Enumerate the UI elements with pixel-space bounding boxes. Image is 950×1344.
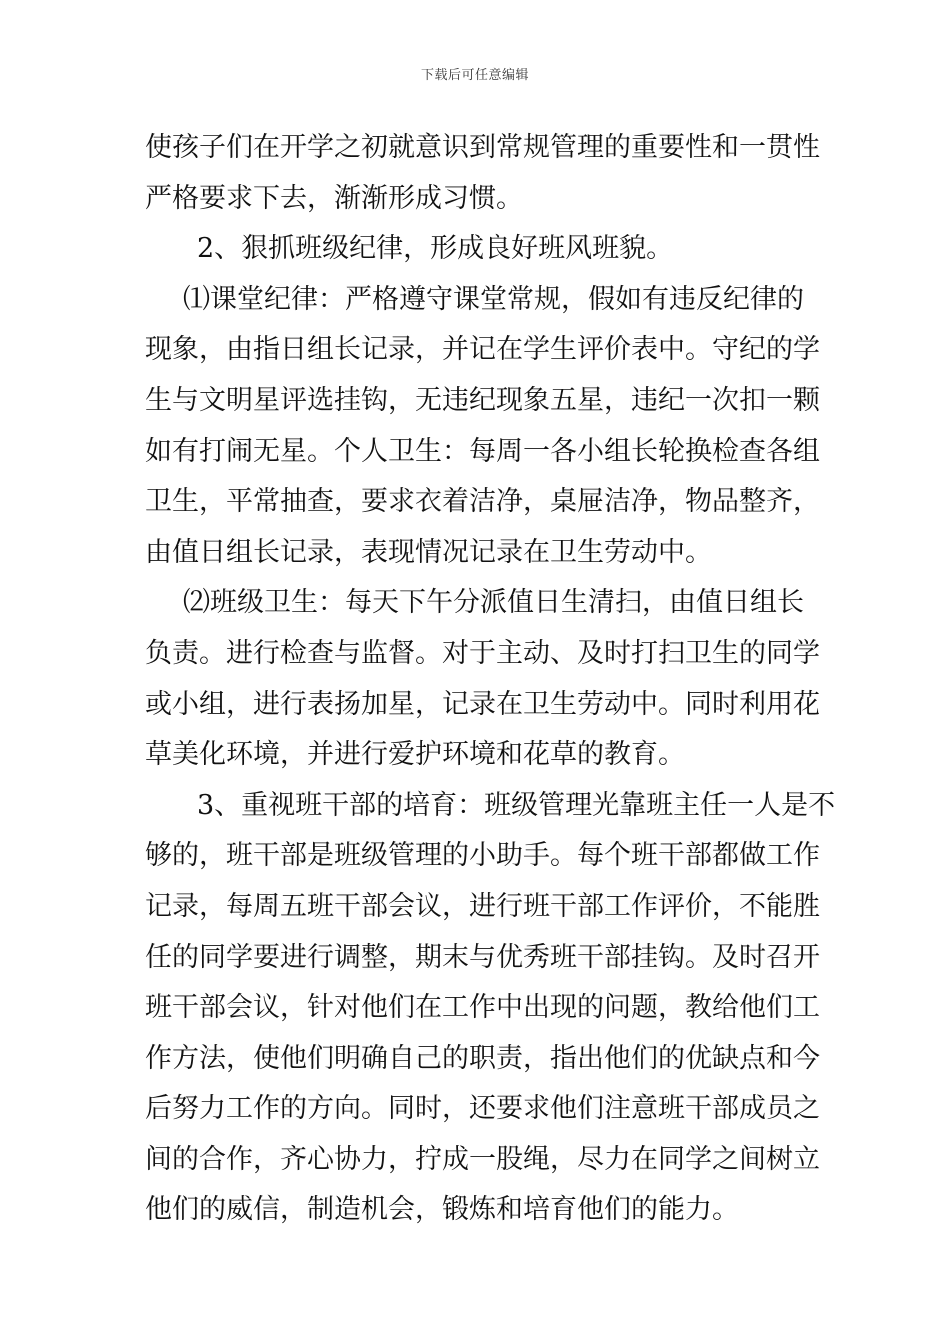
text-line: 如有打闹无星。个人卫生：每周一各小组长轮换检查各组 [145, 435, 820, 467]
text-line: 后努力工作的方向。同时，还要求他们注意班干部成员之 [145, 1093, 820, 1125]
text-line: 卫生，平常抽查，要求衣着洁净，桌屉洁净，物品整齐， [145, 486, 820, 518]
text-line: 生与文明星评选挂钩，无违纪现象五星，违纪一次扣一颗 [145, 384, 820, 416]
text-line: 草美化环境，并进行爱护环境和花草的教育。 [145, 739, 685, 771]
text-line: 班干部会议，针对他们在工作中出现的问题，教给他们工 [145, 992, 820, 1024]
section-heading-3: 3、重视班干部的培育：班级管理光靠班主任一人是不 [197, 789, 836, 821]
subsection-classroom-discipline: ⑴课堂纪律：严格遵守课堂常规，假如有违反纪律的 [183, 283, 804, 315]
text-line: 任的同学要进行调整，期末与优秀班干部挂钩。及时召开 [145, 941, 820, 973]
text-line: 或小组，进行表扬加星，记录在卫生劳动中。同时利用花 [145, 688, 820, 720]
text-line: 他们的威信，制造机会，锻炼和培育他们的能力。 [145, 1194, 739, 1226]
text-line: 由值日组长记录，表现情况记录在卫生劳动中。 [145, 536, 712, 568]
document-body [145, 123, 836, 1236]
text-line: 使孩子们在开学之初就意识到常规管理的重要性和一贯性 [145, 132, 820, 163]
section-heading-2: 2、狠抓班级纪律，形成良好班风班貌。 [197, 233, 674, 265]
text-line: 间的合作，齐心协力，拧成一股绳，尽力在同学之间树立 [145, 1143, 820, 1175]
subsection-class-hygiene: ⑵班级卫生：每天下午分派值日生清扫，由值日组长 [183, 587, 804, 619]
text-line: 记录，每周五班干部会议，进行班干部工作评价，不能胜 [145, 890, 820, 922]
text-line: 负责。进行检查与监督。对于主动、及时打扫卫生的同学 [145, 637, 820, 669]
text-line: 严格要求下去，渐渐形成习惯。 [145, 182, 523, 214]
text-line: 作方法，使他们明确自己的职责，指出他们的优缺点和今 [145, 1042, 820, 1074]
text-line: 现象，由指日组长记录，并记在学生评价表中。守纪的学 [145, 334, 820, 366]
page-header-note: 下载后可任意编辑 [420, 68, 529, 83]
text-line: 够的，班干部是班级管理的小助手。每个班干部都做工作 [145, 840, 820, 872]
